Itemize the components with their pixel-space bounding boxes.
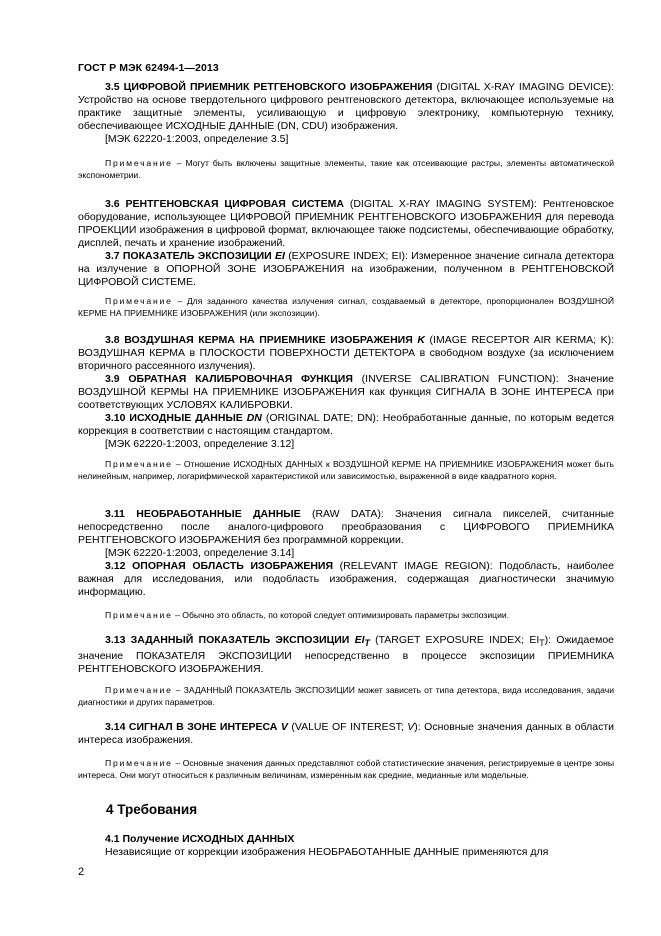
term-title: 3.12 ОПОРНАЯ ОБЛАСТЬ ИЗОБРАЖЕНИЯ bbox=[105, 560, 333, 572]
note-5 bbox=[78, 684, 614, 708]
subsection-text: Независящие от коррекции изображения НЕОБРАБОТАННЫЕ ДАННЫЕ применяются для bbox=[105, 846, 549, 858]
definition-3-6 bbox=[78, 198, 614, 289]
note-label: Примечание bbox=[105, 685, 173, 695]
term-title: 3.10 ИСХОДНЫЕ ДАННЫЕ bbox=[105, 412, 247, 424]
note-text: – Могут быть включены защитные элементы, такие как отсеивающие растры, элементы автоматической экспонометрии. bbox=[78, 158, 614, 180]
term-text: (RAW DATA): Значения сигнала пикселей, считанные непосредственно после аналого-цифрового преобразования с ЦИФРОВОГО ПРИЕМНИКА РЕНТГЕНОВСКОГО ИЗОБРАЖЕНИЯ без программной коррекции. bbox=[78, 508, 614, 546]
definition-3-10 bbox=[78, 412, 614, 438]
term-text-a: (TARGET EXPOSURE INDEX; EI bbox=[369, 634, 540, 646]
section-heading: 4 Требования bbox=[106, 802, 198, 817]
note-text: – Обычно это область, по которой следует оптимизировать параметры экспозиции. bbox=[172, 610, 510, 620]
term-title: 3.14 СИГНАЛ В ЗОНЕ ИНТЕРЕСА bbox=[105, 721, 281, 733]
term-symbol: DN bbox=[246, 412, 262, 424]
definition-3-11 bbox=[78, 508, 614, 599]
term-text: (EXPOSURE INDEX; EI): Измеренное значение сигнала детектора на излучение в ОПОРНОЙ ЗОНЕ ИЗОБРАЖЕНИЯ на изображении, полученном в РЕНТГЕНОВСКОЙ ЦИФРОВОЙ СИСТЕМЕ. bbox=[78, 250, 614, 288]
note-label: Примечание bbox=[105, 610, 173, 620]
term-text-b: ): Основные значения данных в области интереса изображения. bbox=[78, 721, 615, 746]
note-3 bbox=[78, 458, 614, 482]
term-text: (IMAGE RECEPTOR AIR KERMA; K): ВОЗДУШНАЯ КЕРМА в ПЛОСКОСТИ ПОВЕРХНОСТИ ДЕТЕКТОРА в свободном воздухе (за исключением вторичного рассеянного излучения). bbox=[78, 334, 615, 372]
term-symbol-subscript: T bbox=[364, 638, 370, 649]
term-title: 3.8 ВОЗДУШНАЯ КЕРМА НА ПРИЕМНИКЕ ИЗОБРАЖЕНИЯ bbox=[105, 334, 418, 346]
note-2 bbox=[78, 295, 614, 319]
definition-3-13 bbox=[78, 634, 614, 676]
term-text-subscript: T bbox=[539, 638, 545, 649]
term-symbol: V bbox=[280, 721, 288, 733]
note-label: Примечание bbox=[105, 158, 173, 168]
note-text: – Основные значения данных представляют собой статистические значения, регистрируемые в центре зоны интереса. Они могут относиться к различным величинам, измеренным как средние, медианные или модельные. bbox=[78, 758, 614, 780]
definition-3-9 bbox=[78, 373, 614, 412]
term-title: 3.5 ЦИФРОВОЙ ПРИЕМНИК РЕТГЕНОВСКОГО ИЗОБРАЖЕНИЯ bbox=[105, 81, 433, 93]
definition-3-5 bbox=[78, 81, 614, 146]
definition-3-14 bbox=[78, 721, 614, 747]
term-title: 3.6 РЕНТГЕНОВСКАЯ ЦИФРОВАЯ СИСТЕМА bbox=[105, 198, 344, 210]
note-text: – Для заданного качества излучения сигнал, создаваемый в детекторе, пропорционален ВОЗДУШНОЙ КЕРМЕ НА ПРИЕМНИКЕ ИЗОБРАЖЕНИЯ (или экспозиции). bbox=[78, 296, 614, 318]
term-title: 3.7 ПОКАЗАТЕЛЬ ЭКСПОЗИЦИИ bbox=[105, 250, 275, 262]
note-1 bbox=[78, 157, 614, 181]
note-text: – ЗАДАННЫЙ ПОКАЗАТЕЛЬ ЭКСПОЗИЦИИ может зависеть от типа детектора, вида исследования, задачи диагностики и других параметров. bbox=[78, 685, 614, 707]
term-text-a: (VALUE OF INTEREST; bbox=[287, 721, 408, 733]
term-symbol: EI bbox=[275, 250, 285, 262]
term-text: (INVERSE CALIBRATION FUNCTION): Значение ВОЗДУШНОЙ КЕРМЫ НА ПРИЕМНИКЕ ИЗОБРАЖЕНИЯ как функция СИГНАЛА В ЗОНЕ ИНТЕРЕСА при соответствующих УСЛОВЯХ КАЛИБРОВКИ. bbox=[78, 373, 614, 411]
term-text: (DIGITAL X-RAY IMAGING DEVICE): Устройство на основе твердотельного цифрового рентгеновского детектора, включающее используемые на практике защитные элементы, усиливающую и цифровую электронику, компьютерную технику, обеспечивающее ИСХОДНЫЕ ДАННЫЕ (DN, CDU) изображения. bbox=[78, 81, 614, 132]
definition-3-7 bbox=[78, 250, 614, 289]
note-label: Примечание bbox=[105, 459, 173, 469]
reference: [МЭК 62220-1:2003, определение 3.12] bbox=[105, 438, 295, 450]
term-title: 3.13 ЗАДАННЫЙ ПОКАЗАТЕЛЬ ЭКСПОЗИЦИИ bbox=[105, 634, 355, 646]
note-text: – Отношение ИСХОДНЫХ ДАННЫХ к ВОЗДУШНОЙ КЕРМЕ НА ПРИЕМНИКЕ ИЗОБРАЖЕНИЯ может быть нелинейным, например, логарифмической характеристикой или зависимостью, выраженной в виде квадратного корня. bbox=[78, 459, 614, 481]
page-number: 2 bbox=[78, 866, 85, 878]
note-4 bbox=[78, 609, 614, 621]
document-header: ГОСТ Р МЭК 62494-1—2013 bbox=[78, 62, 219, 74]
term-text: (RELEVANT IMAGE REGION): Подобласть, наиболее важная для исследования, или подобласть изображения, содержащая диагностически значимую информацию. bbox=[78, 560, 614, 598]
term-symbol: K bbox=[417, 334, 425, 346]
definition-3-8 bbox=[78, 334, 614, 451]
note-6 bbox=[78, 757, 614, 781]
term-title: 3.9 ОБРАТНАЯ КАЛИБРОВОЧНАЯ ФУНКЦИЯ bbox=[105, 373, 353, 385]
note-label: Примечание bbox=[105, 758, 173, 768]
term-symbol-inline: V bbox=[407, 721, 415, 733]
reference: [МЭК 62220-1:2003, определение 3.5] bbox=[105, 133, 289, 145]
note-label: Примечание bbox=[105, 296, 173, 306]
definition-3-12 bbox=[78, 560, 614, 599]
term-text-b: ): Ожидаемое значение ПОКАЗАТЕЛЯ ЭКСПОЗИЦИИ непосредственно в процессе экспозиции ПРИЕМНИКА РЕНТГЕНОВСКОГО ИЗОБРАЖЕНИЯ. bbox=[78, 634, 615, 676]
term-symbol: EI bbox=[354, 634, 365, 646]
reference: [МЭК 62220-1:2003, определение 3.14] bbox=[105, 547, 295, 559]
term-text: (ORIGINAL DATE; DN): Необработанные данные, по которым ведется коррекция в соответствии с настоящим стандартом. bbox=[78, 412, 614, 437]
term-title: 3.11 НЕОБРАБОТАННЫЕ ДАННЫЕ bbox=[105, 508, 301, 520]
subsection-4-1 bbox=[78, 833, 614, 859]
term-text: (DIGITAL X-RAY IMAGING SYSTEM): Рентгеновское оборудование, использующее ЦИФРОВОЙ ПРИЕМНИК РЕНТГЕНОВСКОГО ИЗОБРАЖЕНИЯ для перевода ПРОЕКЦИИ изображения в цифровой формат, включающее также подсистемы, обеспечивающие обработку, дисплей, печать и хранение изображений. bbox=[78, 198, 614, 249]
subsection-heading: 4.1 Получение ИСХОДНЫХ ДАННЫХ bbox=[105, 833, 295, 845]
